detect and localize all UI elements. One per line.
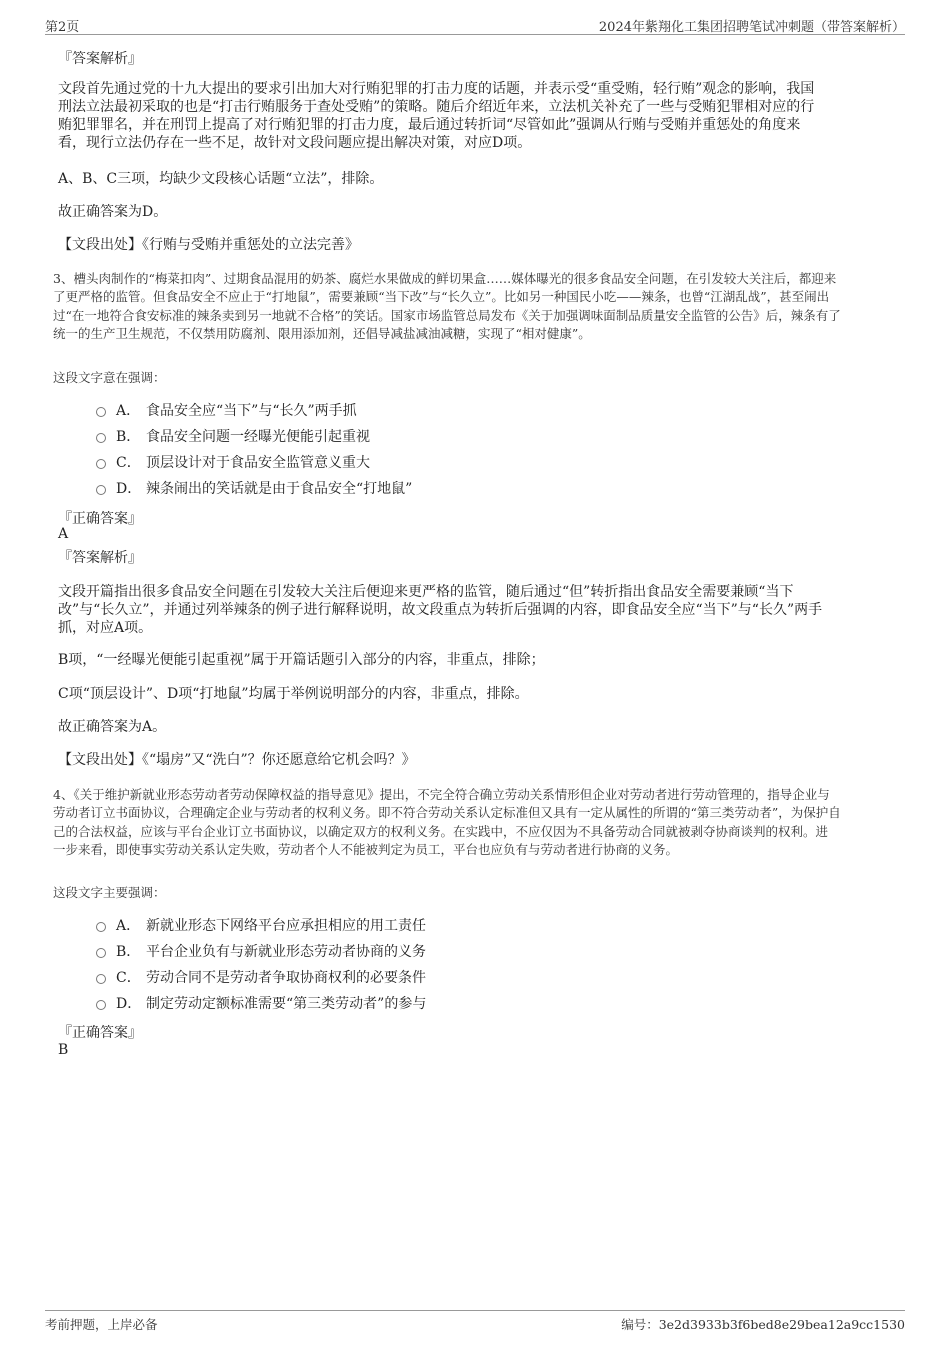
q4-option-a[interactable] [96,915,426,935]
q3-analysis-label: 『答案解析』 [58,550,142,566]
radio-icon[interactable] [96,407,106,417]
option-text: 辣条闹出的笑话就是由于食品安全“打地鼠” [146,481,413,497]
radio-icon[interactable] [96,459,106,469]
option-letter: C． [116,970,141,986]
option-letter: B． [116,944,141,960]
option-letter: A． [116,918,141,934]
radio-icon[interactable] [96,1000,106,1010]
q3-analysis-line: 改”与“长久立”，并通过列举辣条的例子进行解释说明，故文段重点为转折后强调的内容，即食品安全应“当下”与“长久”两手 [58,602,823,618]
page-number: 第2页 [45,20,80,35]
q4-option-d[interactable] [96,993,426,1013]
radio-icon[interactable] [96,485,106,495]
q3-analysis [58,583,888,637]
q2-analysis-line: 看，现行立法仍存在一些不足，故针对文段问题应提出解决对策，对应D项。 [58,135,532,151]
option-letter: B． [116,429,141,445]
q2-analysis-label: 『答案解析』 [58,51,142,67]
footer-slogan: 考前押题，上岸必备 [45,1317,158,1332]
q2-analysis-line: 贿犯罪罪名，并在刑罚上提高了对行贿犯罪的打击力度，最后通过转折词“尽管如此”强调从行贿与受贿并重惩处的角度来 [58,117,801,133]
radio-icon[interactable] [96,433,106,443]
q3-stem-line: 过“在一地符合食安标准的辣条卖到另一地就不合格”的笑话。国家市场监管总局发布《关于加强调味面制品质量安全监管的公告》后，辣条有了 [53,307,841,323]
option-text: 制定劳动定额标准需要“第三类劳动者”的参与 [146,996,427,1012]
q3-option-c[interactable] [96,452,370,472]
q2-exclude-note: A、B、C三项，均缺少文段核心话题“立法”，排除。 [58,171,384,187]
q4-stem-line: 一步来看，即使事实劳动关系认定失败，劳动者个人不能被判定为员工，平台也应负有与劳动者进行协商的义务。 [53,842,679,858]
q3-conclusion: 故正确答案为A。 [58,719,167,735]
document-title: 2024年紫翔化工集团招聘笔试冲刺题（带答案解析） [598,20,905,35]
q3-option-cd-note: C项“顶层设计”、D项“打地鼠”均属于举例说明部分的内容，非重点，排除。 [58,686,529,702]
option-letter: C． [116,455,141,471]
q3-source: 【文段出处】《“塌房”又“洗白”？你还愿意给它机会吗？》 [58,752,416,768]
option-text: 平台企业负有与新就业形态劳动者协商的义务 [146,944,426,960]
radio-icon[interactable] [96,974,106,984]
q4-answer: B [58,1042,69,1058]
radio-icon[interactable] [96,922,106,932]
q3-stem-line: 统一的生产卫生规范，不仅禁用防腐剂、限用添加剂，还倡导减盐减油减糖，实现了“相对健康”。 [53,326,591,342]
page-footer [45,1310,905,1335]
q2-analysis-line: 刑法立法最初采取的也是“打击行贿服务于查处受贿”的策略。随后介绍近年来，立法机关补充了一些与受贿犯罪相对应的行 [58,99,815,115]
option-text: 新就业形态下网络平台应承担相应的用工责任 [146,918,426,934]
radio-icon[interactable] [96,948,106,958]
q3-option-b[interactable] [96,426,370,446]
q3-stem-line: 3、槽头肉制作的“梅菜扣肉”、过期食品混用的奶茶、腐烂水果做成的鲜切果盒……媒体曝光的很多食品安全问题，在引发较大关注后，都迎来 [53,271,837,286]
option-text: 劳动合同不是劳动者争取协商权利的必要条件 [146,970,426,986]
q4-option-b[interactable] [96,941,426,961]
q3-stem-line: 了更严格的监管。但食品安全不应止于“打地鼠”，需要兼顾“当下改”与“长久立”。比如另一种国民小吃——辣条，也曾“江湖乱战”，甚至闹出 [53,289,830,305]
q4-stem-line: 4、《关于维护新就业形态劳动者劳动保障权益的指导意见》提出，不完全符合确立劳动关系情形但企业对劳动者进行劳动管理的，指导企业与 [53,787,830,802]
option-text: 食品安全应“当下”与“长久”两手抓 [146,403,357,419]
q3-option-a[interactable] [96,400,357,420]
q3-analysis-line: 文段开篇指出很多食品安全问题在引发较大关注后便迎来更严格的监管，随后通过“但”转折指出食品安全需要兼顾“当下 [58,584,794,600]
q2-conclusion: 故正确答案为D。 [58,204,168,220]
q3-answer-label: 『正确答案』 [58,511,142,527]
option-letter: D． [116,481,142,497]
q2-source: 【文段出处】《行贿与受贿并重惩处的立法完善》 [58,237,359,253]
q2-analysis-line: 文段首先通过党的十九大提出的要求引出加大对行贿犯罪的打击力度的话题，并表示受“重受贿，轻行贿”观念的影响，我国 [58,81,815,97]
q3-option-b-note: B项，“一经曝光便能引起重视”属于开篇话题引入部分的内容，非重点，排除； [58,652,545,668]
q4-stem-line: 劳动者订立书面协议，合理确定企业与劳动者的权利义务。即不符合劳动关系认定标准但又具有一定从属性的所谓的“第三类劳动者”，为保护自 [53,805,841,821]
option-text: 食品安全问题一经曝光便能引起重视 [146,429,370,445]
q3-answer: A [58,526,69,542]
q4-prompt: 这段文字主要强调： [53,885,166,900]
q4-stem [53,786,901,860]
q2-analysis [58,80,888,152]
q4-answer-label: 『正确答案』 [58,1025,142,1041]
option-letter: A． [116,403,141,419]
option-letter: D． [116,996,142,1012]
q3-option-d[interactable] [96,478,412,498]
document-code: 编号：3e2d3933b3f6bed8e29bea12a9cc1530 [621,1317,905,1332]
q3-prompt: 这段文字意在强调： [53,370,166,385]
q3-stem [53,270,901,344]
option-text: 顶层设计对于食品安全监管意义重大 [146,455,370,471]
page-header [45,14,905,35]
q4-stem-line: 己的合法权益，应该与平台企业订立书面协议，以确定双方的权利义务。在实践中，不应仅因为不具备劳动合同就被剥夺协商谈判的权利。进 [53,823,829,839]
q3-analysis-line: 抓，对应A项。 [58,620,153,636]
q4-option-c[interactable] [96,967,426,987]
